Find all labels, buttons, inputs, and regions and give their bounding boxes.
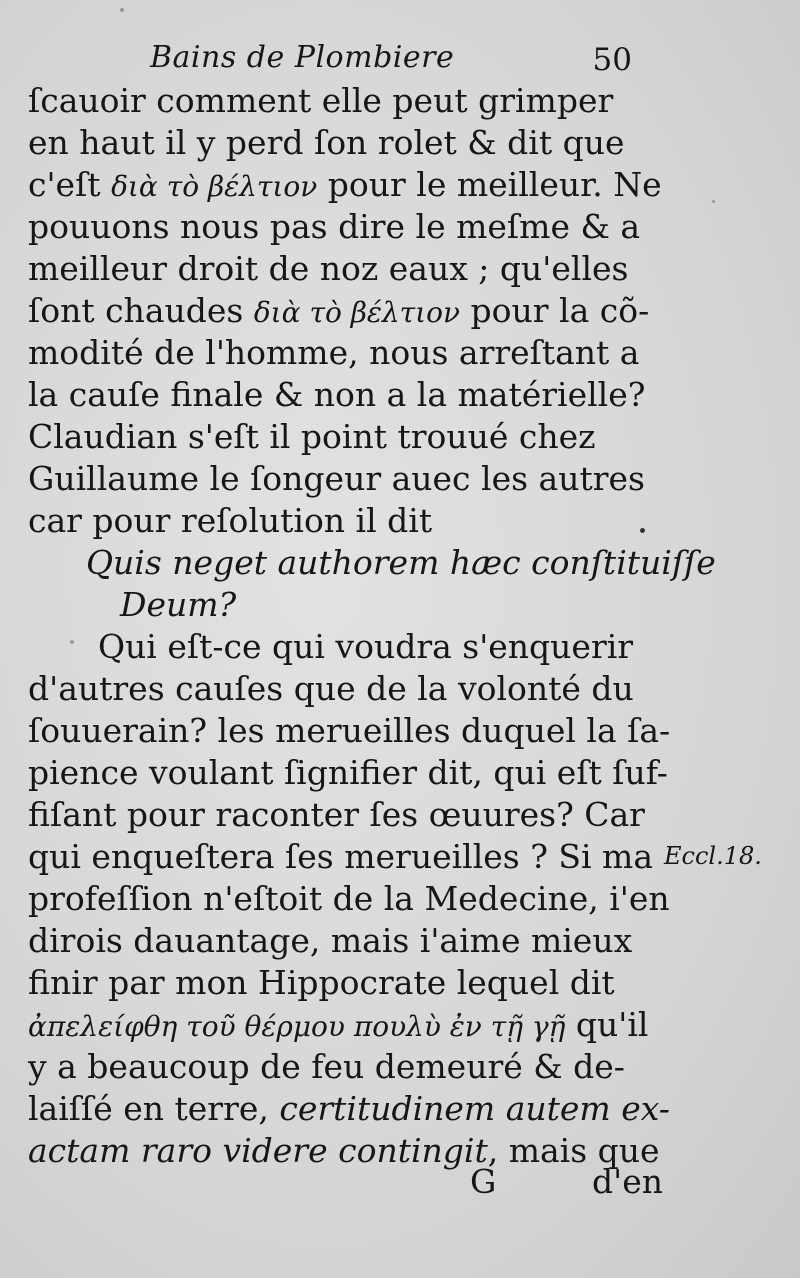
catchword: d'en (592, 1162, 663, 1201)
text-line: qui enqueſtera ſes merueilles ? Si ma (28, 837, 654, 876)
text-line: pience voulant ſignifier dit, qui eſt ſuf- (28, 753, 668, 792)
text-line: meilleur droit de noz eaux ; qu'elles (28, 249, 629, 288)
paper-speck (120, 8, 124, 12)
text-line: d'autres cauſes que de la volonté du (28, 669, 634, 708)
text-line: en haut il y perd ſon rolet & dit que (28, 123, 625, 162)
running-title: Bains de Plombiere (150, 40, 455, 75)
text-span: pour la cõ- (460, 291, 650, 330)
text-line: ſouuerain? les merueilles duquel la ſa- (28, 711, 671, 750)
text-line: Quis neget authorem hæc conſtituiſſe (86, 543, 716, 582)
text-line: Qui eſt-ce qui voudra s'enquerir (98, 627, 634, 666)
text-line: Guillaume le ſongeur auec les autres (28, 459, 645, 498)
text-line (28, 290, 668, 332)
text-span: qu'il (565, 1005, 649, 1044)
text-span: pour le meilleur. Ne (317, 165, 662, 204)
text-line (28, 1088, 668, 1130)
text-line (28, 164, 668, 206)
text-line: pouuons nous pas dire le meſme & a (28, 207, 640, 246)
italic-phrase: certitudinem autem ex- (279, 1089, 670, 1128)
text-span: , mais que (487, 1131, 660, 1170)
italic-phrase: actam raro videre contingit (28, 1131, 488, 1170)
paper-speck (712, 200, 715, 203)
text-span: c'eſt (28, 165, 112, 204)
text-line: fiſant pour raconter ſes œuures? Car (28, 795, 645, 834)
text-span: laiſſé en terre, (28, 1089, 280, 1128)
margin-note: Eccl.18. (664, 842, 762, 870)
text-line: ſcauoir comment elle peut grimper (28, 81, 614, 120)
text-line: dirois dauantage, mais i'aime mieux (28, 921, 633, 960)
page-number: 50 (592, 42, 632, 78)
text-span: ſont chaudes (28, 291, 254, 330)
text-line: la cauſe finale & non a la matérielle? (28, 375, 646, 414)
paper-speck (640, 528, 645, 533)
text-line: profeſſion n'eſtoit de la Medecine, i'en (28, 879, 670, 918)
greek-phrase: διὰ τὸ βέλτιον (111, 170, 318, 203)
greek-phrase: διὰ τὸ βέλτιον (253, 296, 461, 329)
text-line (28, 1004, 668, 1046)
text-line: car pour reſolution il dit (28, 501, 433, 540)
text-line: Claudian s'eſt il point trouué chez (28, 417, 596, 456)
text-line: finir par mon Hippocrate lequel dit (28, 963, 615, 1002)
text-line: modité de l'homme, nous arreſtant a (28, 333, 640, 372)
greek-phrase: ἀπελείφθη τοῦ θέρμου πουλὺ ἐν τῇ γῇ (28, 1010, 566, 1043)
signature-mark: G (470, 1162, 497, 1201)
text-line (28, 1130, 668, 1172)
text-line: Deum? (120, 585, 237, 624)
paper-speck (70, 640, 74, 644)
text-line: y a beaucoup de feu demeuré & de- (28, 1047, 625, 1086)
